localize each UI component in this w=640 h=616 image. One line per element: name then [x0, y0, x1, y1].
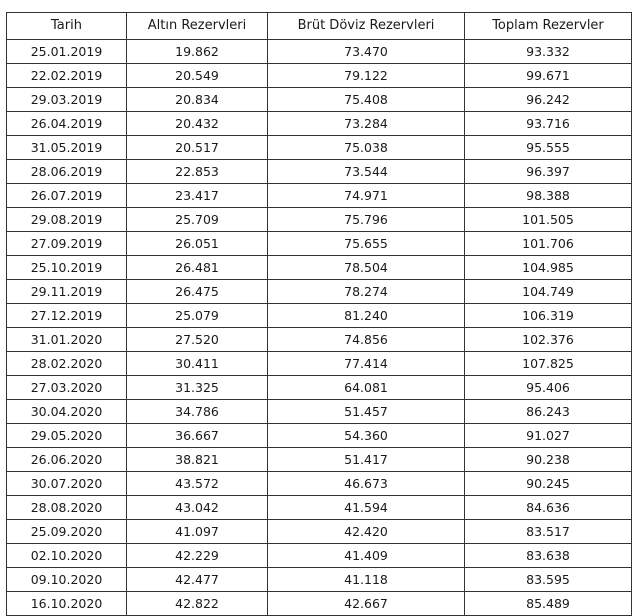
cell-total-reserves: 95.555 — [465, 136, 632, 160]
cell-gold-reserves: 31.325 — [127, 376, 268, 400]
cell-gross-fx-reserves: 73.284 — [268, 112, 465, 136]
cell-date: 26.07.2019 — [7, 184, 127, 208]
cell-date: 30.04.2020 — [7, 400, 127, 424]
cell-total-reserves: 83.595 — [465, 568, 632, 592]
cell-total-reserves: 107.825 — [465, 352, 632, 376]
table-row — [7, 232, 632, 256]
header-date: Tarih — [7, 13, 127, 40]
cell-gold-reserves: 27.520 — [127, 328, 268, 352]
cell-gold-reserves: 26.481 — [127, 256, 268, 280]
cell-total-reserves: 83.638 — [465, 544, 632, 568]
cell-gross-fx-reserves: 75.408 — [268, 88, 465, 112]
cell-gross-fx-reserves: 77.414 — [268, 352, 465, 376]
cell-date: 29.05.2020 — [7, 424, 127, 448]
table-row — [7, 256, 632, 280]
cell-gross-fx-reserves: 78.274 — [268, 280, 465, 304]
table-row — [7, 568, 632, 592]
cell-gross-fx-reserves: 42.667 — [268, 592, 465, 616]
table-row — [7, 520, 632, 544]
cell-gold-reserves: 26.051 — [127, 232, 268, 256]
table-row — [7, 544, 632, 568]
cell-gross-fx-reserves: 75.796 — [268, 208, 465, 232]
cell-gross-fx-reserves: 75.655 — [268, 232, 465, 256]
table-body — [7, 40, 632, 616]
cell-total-reserves: 96.242 — [465, 88, 632, 112]
table-row — [7, 304, 632, 328]
table-header — [7, 13, 632, 40]
table-row — [7, 280, 632, 304]
table-row — [7, 328, 632, 352]
cell-gold-reserves: 26.475 — [127, 280, 268, 304]
cell-gold-reserves: 36.667 — [127, 424, 268, 448]
cell-date: 31.01.2020 — [7, 328, 127, 352]
cell-total-reserves: 85.489 — [465, 592, 632, 616]
cell-gold-reserves: 38.821 — [127, 448, 268, 472]
cell-total-reserves: 95.406 — [465, 376, 632, 400]
reserves-table — [6, 12, 632, 616]
cell-gross-fx-reserves: 79.122 — [268, 64, 465, 88]
cell-gross-fx-reserves: 73.470 — [268, 40, 465, 64]
cell-total-reserves: 86.243 — [465, 400, 632, 424]
cell-gold-reserves: 34.786 — [127, 400, 268, 424]
table-row — [7, 352, 632, 376]
cell-date: 09.10.2020 — [7, 568, 127, 592]
cell-date: 27.12.2019 — [7, 304, 127, 328]
cell-gross-fx-reserves: 74.856 — [268, 328, 465, 352]
cell-date: 28.08.2020 — [7, 496, 127, 520]
cell-date: 26.06.2020 — [7, 448, 127, 472]
cell-total-reserves: 101.505 — [465, 208, 632, 232]
cell-gross-fx-reserves: 42.420 — [268, 520, 465, 544]
cell-gold-reserves: 20.517 — [127, 136, 268, 160]
cell-total-reserves: 104.985 — [465, 256, 632, 280]
cell-total-reserves: 93.716 — [465, 112, 632, 136]
header-row — [7, 13, 632, 40]
cell-gold-reserves: 19.862 — [127, 40, 268, 64]
table-row — [7, 400, 632, 424]
cell-total-reserves: 93.332 — [465, 40, 632, 64]
table-row — [7, 88, 632, 112]
cell-total-reserves: 90.238 — [465, 448, 632, 472]
header-gold-reserves: Altın Rezervleri — [127, 13, 268, 40]
cell-date: 26.04.2019 — [7, 112, 127, 136]
cell-gold-reserves: 25.709 — [127, 208, 268, 232]
header-gross-fx-reserves: Brüt Döviz Rezervleri — [268, 13, 465, 40]
cell-gross-fx-reserves: 73.544 — [268, 160, 465, 184]
cell-date: 31.05.2019 — [7, 136, 127, 160]
cell-gross-fx-reserves: 74.971 — [268, 184, 465, 208]
cell-gold-reserves: 22.853 — [127, 160, 268, 184]
table-row — [7, 112, 632, 136]
cell-gold-reserves: 42.822 — [127, 592, 268, 616]
cell-total-reserves: 106.319 — [465, 304, 632, 328]
cell-date: 28.02.2020 — [7, 352, 127, 376]
cell-total-reserves: 91.027 — [465, 424, 632, 448]
cell-gold-reserves: 20.432 — [127, 112, 268, 136]
cell-gross-fx-reserves: 75.038 — [268, 136, 465, 160]
table-row — [7, 184, 632, 208]
table-row — [7, 160, 632, 184]
cell-total-reserves: 83.517 — [465, 520, 632, 544]
cell-gold-reserves: 43.572 — [127, 472, 268, 496]
cell-gold-reserves: 42.477 — [127, 568, 268, 592]
table-row — [7, 64, 632, 88]
table-row — [7, 40, 632, 64]
cell-gross-fx-reserves: 46.673 — [268, 472, 465, 496]
cell-gross-fx-reserves: 41.409 — [268, 544, 465, 568]
reserves-table-container — [6, 12, 631, 616]
cell-date: 29.11.2019 — [7, 280, 127, 304]
table-row — [7, 424, 632, 448]
table-row — [7, 208, 632, 232]
cell-total-reserves: 98.388 — [465, 184, 632, 208]
cell-date: 29.03.2019 — [7, 88, 127, 112]
cell-total-reserves: 90.245 — [465, 472, 632, 496]
cell-total-reserves: 101.706 — [465, 232, 632, 256]
table-row — [7, 496, 632, 520]
cell-date: 27.09.2019 — [7, 232, 127, 256]
cell-gold-reserves: 20.549 — [127, 64, 268, 88]
cell-date: 02.10.2020 — [7, 544, 127, 568]
cell-date: 25.01.2019 — [7, 40, 127, 64]
cell-date: 28.06.2019 — [7, 160, 127, 184]
cell-gold-reserves: 42.229 — [127, 544, 268, 568]
cell-gross-fx-reserves: 51.417 — [268, 448, 465, 472]
cell-gold-reserves: 25.079 — [127, 304, 268, 328]
cell-total-reserves: 104.749 — [465, 280, 632, 304]
cell-date: 29.08.2019 — [7, 208, 127, 232]
cell-date: 30.07.2020 — [7, 472, 127, 496]
cell-date: 25.10.2019 — [7, 256, 127, 280]
cell-total-reserves: 102.376 — [465, 328, 632, 352]
table-row — [7, 592, 632, 616]
cell-gold-reserves: 20.834 — [127, 88, 268, 112]
cell-gold-reserves: 23.417 — [127, 184, 268, 208]
cell-gross-fx-reserves: 78.504 — [268, 256, 465, 280]
cell-gold-reserves: 30.411 — [127, 352, 268, 376]
cell-gold-reserves: 41.097 — [127, 520, 268, 544]
table-row — [7, 448, 632, 472]
table-row — [7, 136, 632, 160]
cell-total-reserves: 84.636 — [465, 496, 632, 520]
cell-total-reserves: 99.671 — [465, 64, 632, 88]
cell-date: 16.10.2020 — [7, 592, 127, 616]
table-row — [7, 472, 632, 496]
cell-gold-reserves: 43.042 — [127, 496, 268, 520]
cell-date: 25.09.2020 — [7, 520, 127, 544]
cell-total-reserves: 96.397 — [465, 160, 632, 184]
cell-gross-fx-reserves: 51.457 — [268, 400, 465, 424]
cell-gross-fx-reserves: 41.594 — [268, 496, 465, 520]
header-total-reserves: Toplam Rezervler — [465, 13, 632, 40]
cell-date: 27.03.2020 — [7, 376, 127, 400]
cell-gross-fx-reserves: 64.081 — [268, 376, 465, 400]
cell-gross-fx-reserves: 41.118 — [268, 568, 465, 592]
cell-date: 22.02.2019 — [7, 64, 127, 88]
table-row — [7, 376, 632, 400]
cell-gross-fx-reserves: 81.240 — [268, 304, 465, 328]
cell-gross-fx-reserves: 54.360 — [268, 424, 465, 448]
